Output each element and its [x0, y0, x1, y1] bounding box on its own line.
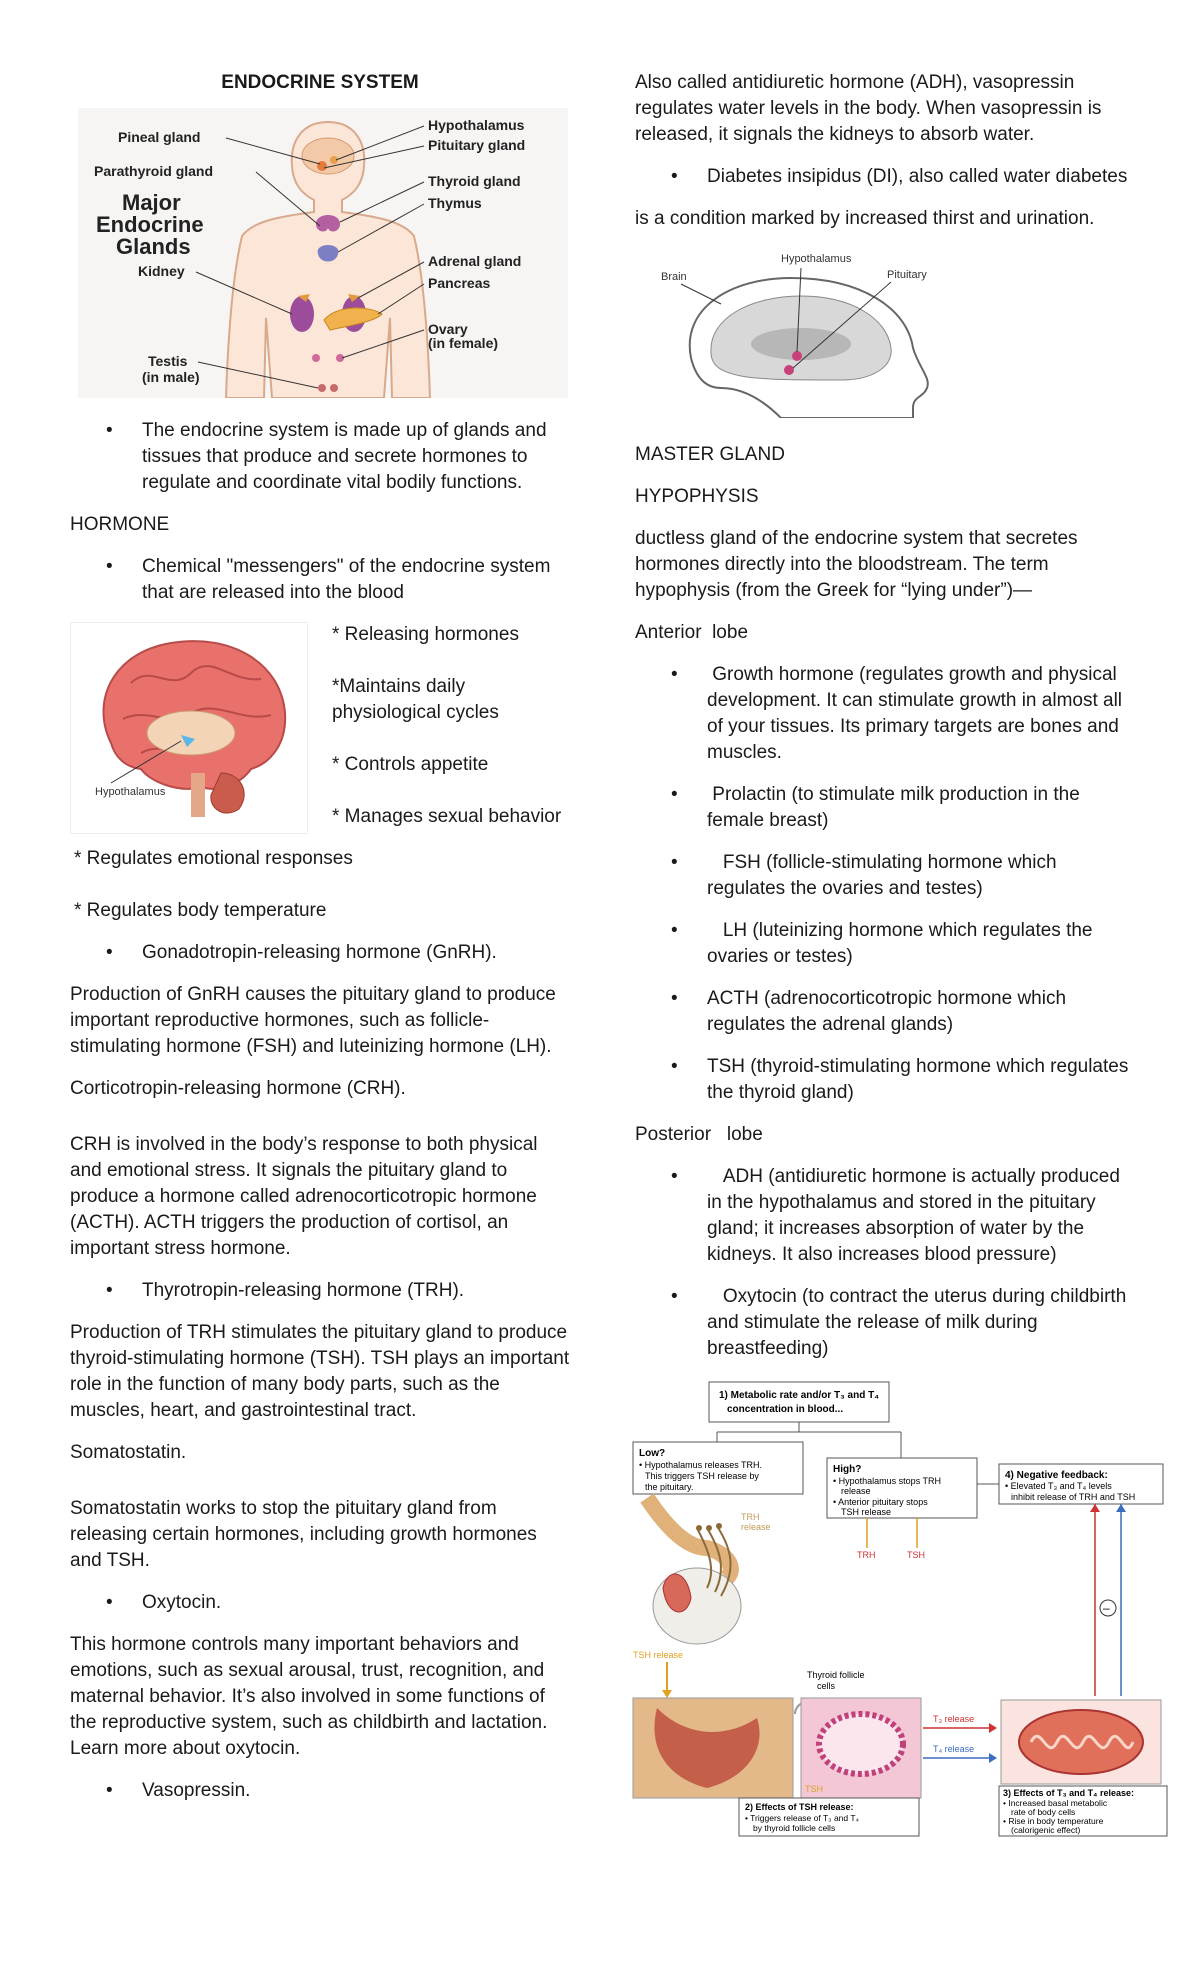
label-kidney: Kidney: [138, 263, 185, 279]
anterior-lh: • LH (luteinizing hormone which regulates the ovaries or testes): [635, 918, 1135, 970]
di-bullet: • Diabetes insipidus (DI), also called water diabetes: [635, 164, 1135, 190]
hypothalamus-functions: [332, 622, 570, 834]
label-thyroid-gland: Thyroid gland: [428, 173, 521, 189]
label-in-male: (in male): [142, 369, 200, 385]
box3-line1: • Increased basal metabolic: [1003, 1798, 1108, 1808]
label-hypothalamus-brain: Hypothalamus: [95, 786, 166, 798]
label-thymus: Thymus: [428, 195, 482, 211]
crh-heading: Corticotropin-releasing hormone (CRH).: [70, 1078, 406, 1099]
label-pineal-gland: Pineal gland: [118, 129, 201, 145]
label-parathyroid-gland: Parathyroid gland: [94, 163, 214, 179]
master-gland-heading: MASTER GLAND: [635, 444, 785, 465]
high-title: High?: [833, 1464, 862, 1475]
hormone-bullet: • Chemical "messengers" of the endocrine system that are released into the blood: [70, 554, 570, 606]
box3-line3: • Rise in body temperature: [1003, 1816, 1104, 1826]
hypothalamus-section: [70, 622, 570, 834]
follicle-line2: cells: [817, 1681, 836, 1691]
neg-line1: • Elevated T₃ and T₄ levels: [1005, 1481, 1112, 1491]
tsh-x: TSH: [907, 1550, 925, 1560]
adh-text: Also called antidiuretic hormone (ADH), vasopressin regulates water levels in the body. When vasopressin is released, it signals the kidneys to absorb water.: [635, 72, 1102, 145]
label-pancreas: Pancreas: [428, 275, 491, 291]
anterior-acth: • ACTH (adrenocorticotropic hormone which regulates the adrenal glands): [635, 986, 1135, 1038]
t4-release: T₄ release: [933, 1744, 975, 1754]
tsh-label-tissue: TSH: [805, 1784, 823, 1794]
neg-title: 4) Negative feedback:: [1005, 1470, 1108, 1481]
di-text: is a condition marked by increased thirst and urination.: [635, 208, 1095, 229]
high-line2: release: [841, 1486, 871, 1496]
somatostatin-text: Somatostatin works to stop the pituitary gland from releasing certain hormones, including growth hormones and TSH.: [70, 1498, 537, 1571]
gnrh-list: [70, 940, 570, 966]
low-title: Low?: [639, 1448, 666, 1459]
label-major: Major: [122, 190, 181, 215]
box2-line1: • Triggers release of T₃ and T₄: [745, 1813, 860, 1823]
vasopressin-bullet: • Vasopressin.: [70, 1778, 570, 1804]
label-hypothalamus-small: Hypothalamus: [781, 253, 852, 265]
high-line1: • Hypothalamus stops TRH: [833, 1476, 942, 1486]
anterior-tsh: • TSH (thyroid-stimulating hormone which regulates the thyroid gland): [635, 1054, 1135, 1106]
box2-title: 2) Effects of TSH release:: [745, 1802, 854, 1812]
box2-line2: by thyroid follicle cells: [753, 1823, 836, 1833]
tsh-release-label: TSH release: [633, 1650, 684, 1660]
left-column: [70, 70, 570, 1820]
low-line1: • Hypothalamus releases TRH.: [639, 1460, 763, 1470]
t3-release: T₃ release: [933, 1714, 975, 1724]
intro-bullet: • The endocrine system is made up of glands and tissues that produce and secrete hormones to regulate and coordinate vital bodily functions.: [70, 418, 570, 496]
label-pituitary: Pituitary: [887, 269, 927, 281]
trh-bullet: • Thyrotropin-releasing hormone (TRH).: [70, 1278, 570, 1304]
hypophysis-text: ductless gland of the endocrine system that secretes hormones directly into the bloodstream. The term hypophysis (from the Greek for “lying under”)—: [635, 528, 1078, 601]
function-emotional: * Regulates emotional responses: [74, 848, 353, 869]
vasopressin-list: [70, 1778, 570, 1804]
label-brain: Brain: [661, 271, 687, 283]
anterior-lobe-heading: Anterior lobe: [635, 622, 749, 643]
anterior-fsh: • FSH (follicle-stimulating hormone which regulates the ovaries and testes): [635, 850, 1135, 902]
posterior-oxytocin: • Oxytocin (to contract the uterus during childbirth and stimulate the release of milk during breastfeeding): [635, 1284, 1135, 1362]
page-title: ENDOCRINE SYSTEM: [221, 72, 419, 93]
box1-line1: 1) Metabolic rate and/or T₃ and T₄: [719, 1390, 879, 1401]
label-endocrine: Endocrine: [96, 212, 204, 237]
function-appetite: * Controls appetite: [332, 754, 489, 775]
anterior-growth-hormone: • Growth hormone (regulates growth and physical development. It can stimulate growth in almost all of your tissues. Its primary targets are bones and muscles.: [635, 662, 1135, 766]
posterior-adh: • ADH (antidiuretic hormone is actually produced in the hypothalamus and stored in the pituitary gland; it increases absorption of water by the kidneys. It also increases blood pressure): [635, 1164, 1135, 1268]
crh-text: CRH is involved in the body’s response to both physical and emotional stress. It signals the pituitary gland to produce a hormone called adrenocorticotropic hormone (ACTH). ACTH triggers the production of cortisol, an important stress hormone.: [70, 1134, 538, 1259]
function-releasing-hormones: * Releasing hormones: [332, 624, 519, 645]
box3-title: 3) Effects of T₃ and T₄ release:: [1003, 1788, 1134, 1798]
anterior-lobe-list: [635, 662, 1135, 1106]
trh-release-line1: TRH: [741, 1512, 760, 1522]
box1-line2: concentration in blood...: [727, 1404, 844, 1415]
major-endocrine-glands-figure: [78, 108, 568, 398]
negative-sign: –: [1103, 1601, 1110, 1615]
label-hypothalamus: Hypothalamus: [428, 117, 525, 133]
label-in-female: (in female): [428, 335, 499, 351]
high-line4: TSH release: [841, 1507, 892, 1517]
function-daily-cycles: *Maintains daily physiological cycles: [332, 676, 499, 723]
neg-line2: inhibit release of TRH and TSH: [1011, 1492, 1136, 1502]
oxytocin-bullet: • Oxytocin.: [70, 1590, 570, 1616]
thyroid-feedback-figure: [627, 1378, 1172, 1838]
trh-list: [70, 1278, 570, 1304]
box3-line2: rate of body cells: [1011, 1807, 1076, 1817]
label-glands: Glands: [116, 234, 191, 259]
intro-list: [70, 418, 570, 496]
box3-line4: (calorigenic effect): [1011, 1825, 1081, 1835]
gnrh-bullet: • Gonadotropin-releasing hormone (GnRH).: [70, 940, 570, 966]
label-pituitary-gland: Pituitary gland: [428, 137, 526, 153]
trh-x: TRH: [857, 1550, 876, 1560]
low-line2: This triggers TSH release by: [645, 1471, 759, 1481]
di-list: [635, 164, 1135, 190]
label-testis: Testis: [148, 353, 188, 369]
function-temperature: * Regulates body temperature: [74, 900, 327, 921]
somatostatin-heading: Somatostatin.: [70, 1442, 187, 1463]
label-ovary: Ovary: [428, 321, 468, 337]
function-sexual-behavior: * Manages sexual behavior: [332, 806, 562, 827]
trh-text: Production of TRH stimulates the pituitary gland to produce thyroid-stimulating hormone (TSH). TSH plays an important role in the function of many body parts, such as the muscles, heart, and gastrointestinal tract.: [70, 1322, 570, 1421]
hypophysis-heading: HYPOPHYSIS: [635, 486, 759, 507]
hormone-heading: HORMONE: [70, 514, 170, 535]
gnrh-text: Production of GnRH causes the pituitary gland to produce important reproductive hormones, such as follicle-stimulating hormone (FSH) and luteinizing hormone (LH).: [70, 984, 556, 1057]
brain-pituitary-figure: [651, 248, 951, 418]
hypothalamus-brain-figure: [70, 622, 308, 834]
posterior-lobe-heading: Posterior lobe: [635, 1124, 763, 1145]
oxytocin-text: This hormone controls many important behaviors and emotions, such as sexual arousal, trust, recognition, and maternal behavior. It’s also involved in some functions of the reproductive system, such as childbirth and lactation. Learn more about oxytocin.: [70, 1634, 548, 1759]
right-column: [635, 70, 1135, 1838]
anterior-prolactin: • Prolactin (to stimulate milk production in the female breast): [635, 782, 1135, 834]
trh-release-line2: release: [741, 1522, 771, 1532]
follicle-line1: Thyroid follicle: [807, 1670, 865, 1680]
oxytocin-list: [70, 1590, 570, 1616]
low-line3: the pituitary.: [645, 1482, 694, 1492]
hormone-list: [70, 554, 570, 606]
high-line3: • Anterior pituitary stops: [833, 1497, 928, 1507]
posterior-lobe-list: [635, 1164, 1135, 1362]
label-adrenal-gland: Adrenal gland: [428, 253, 522, 269]
